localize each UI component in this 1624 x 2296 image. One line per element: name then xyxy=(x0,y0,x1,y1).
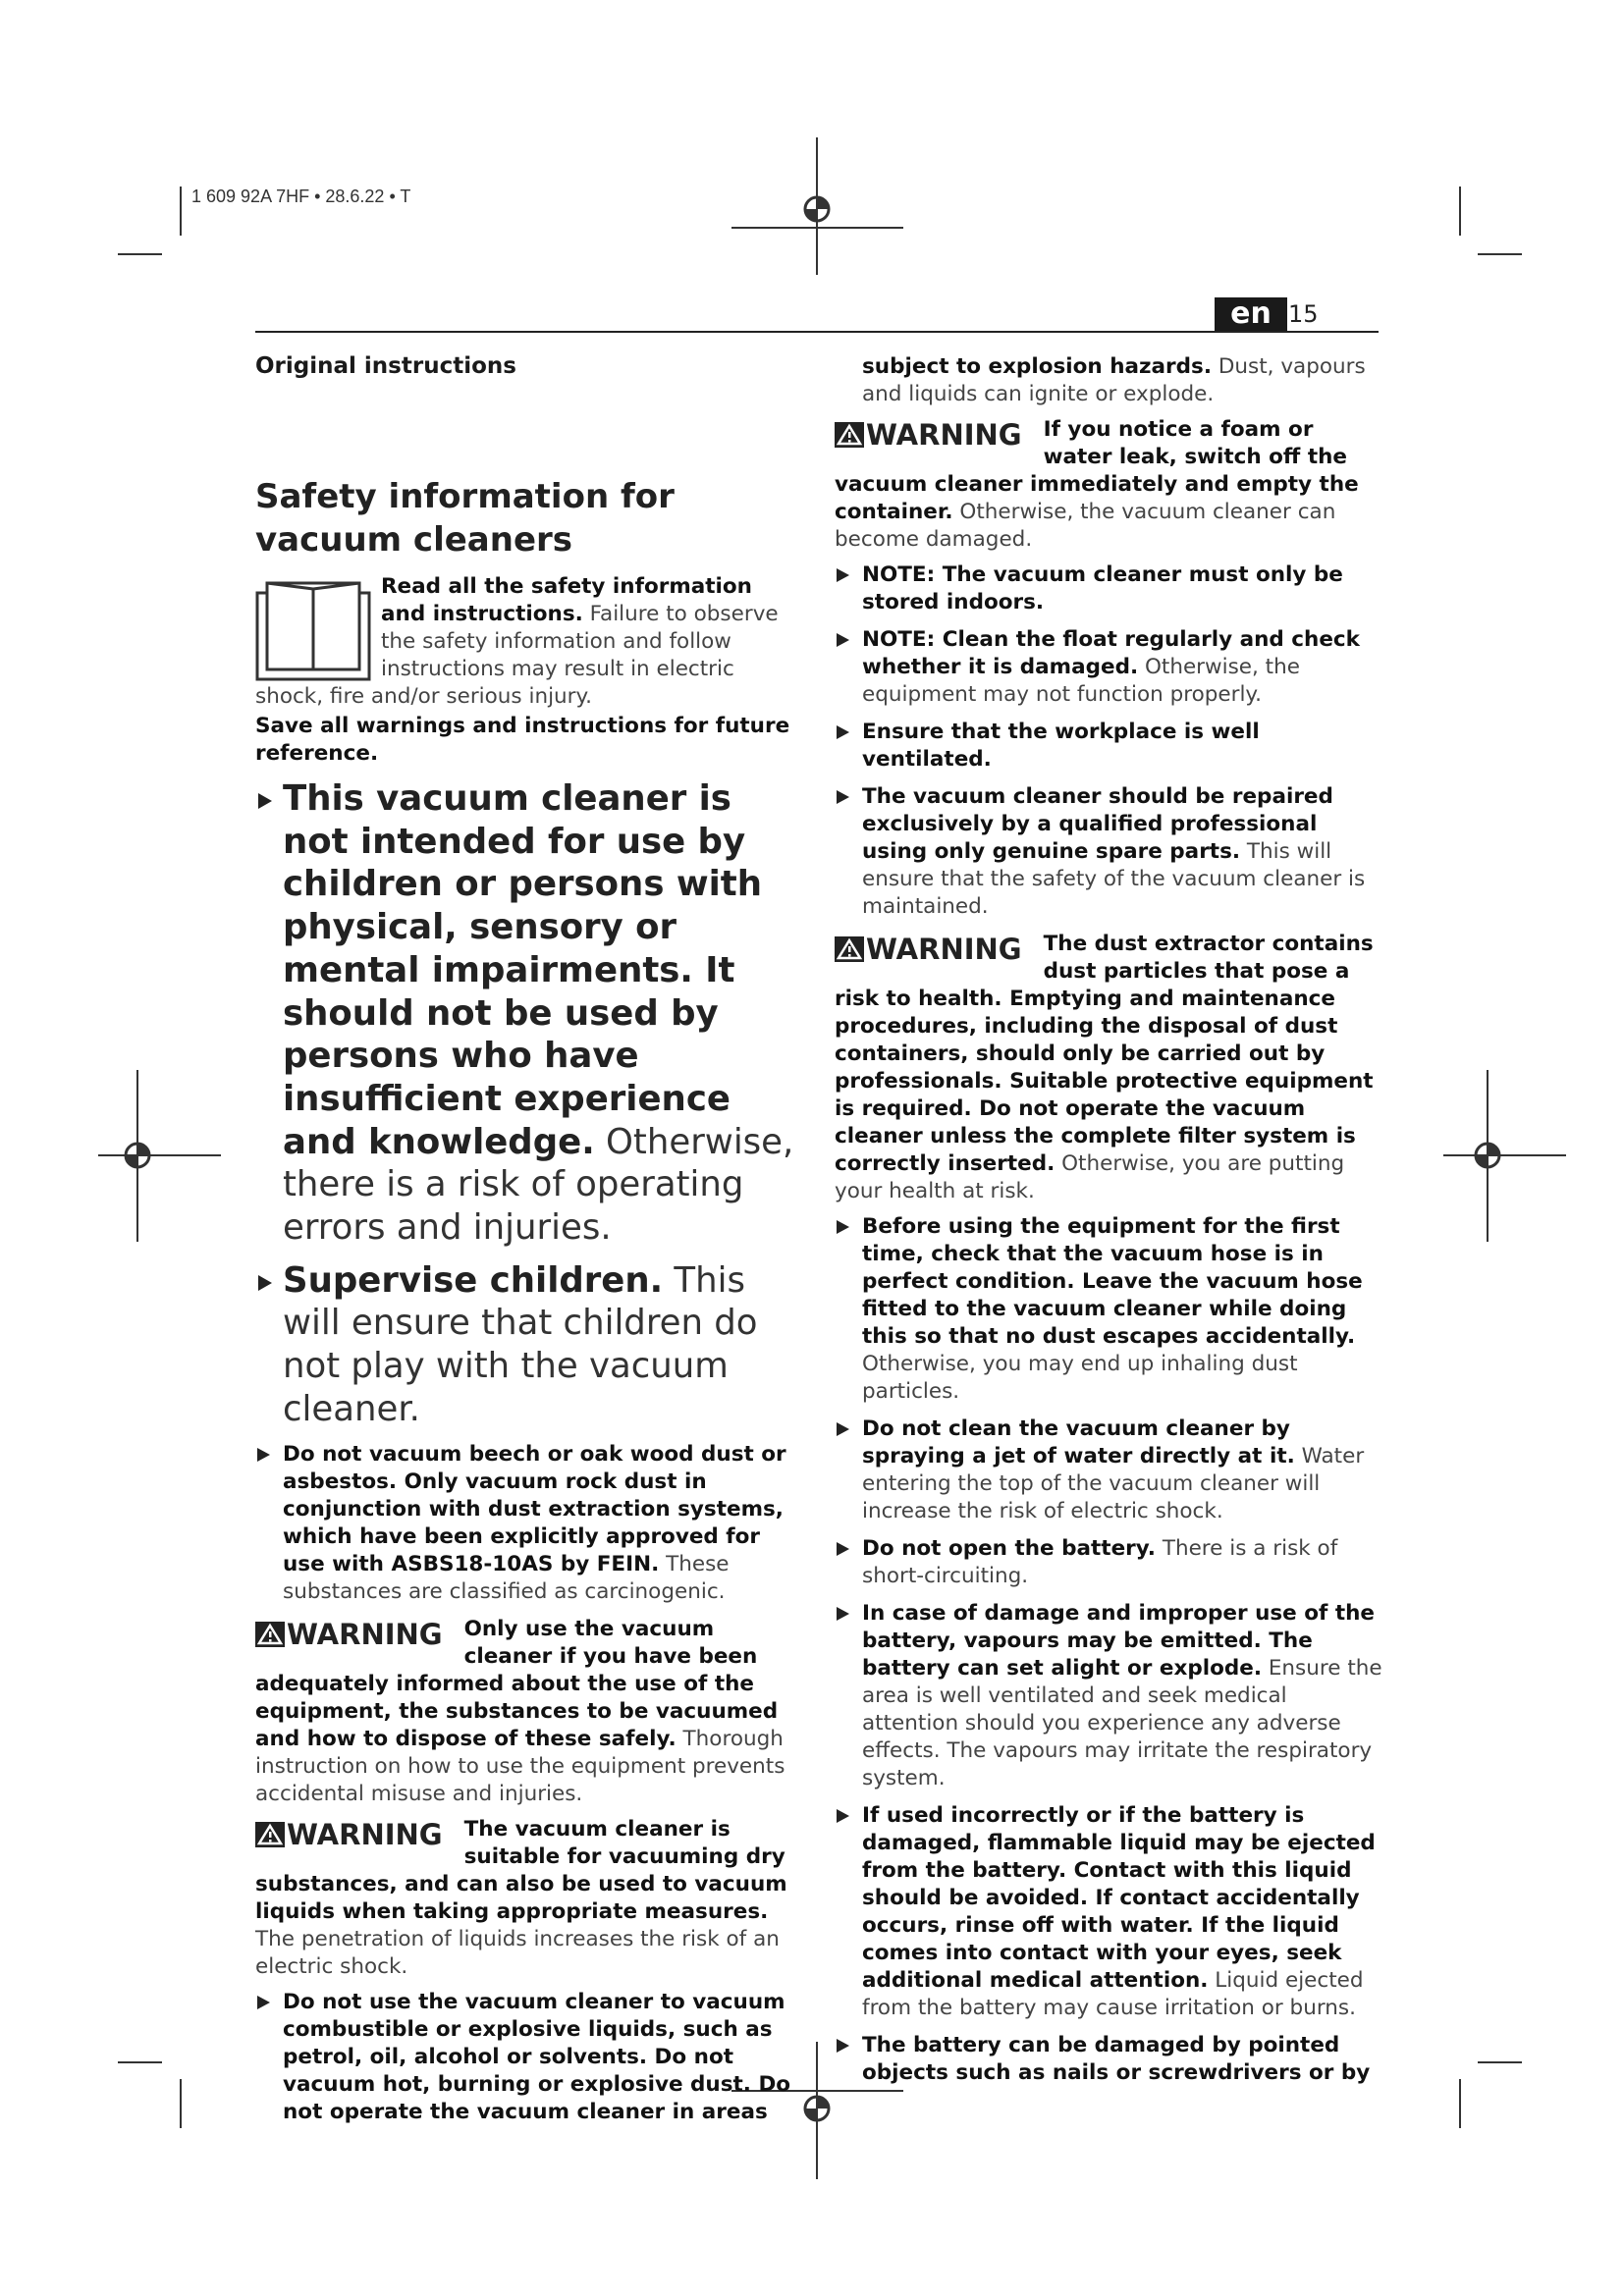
warning-label: WARNING xyxy=(866,418,1022,452)
bullet-item xyxy=(835,1415,1384,1525)
crop-mark xyxy=(1478,2061,1522,2063)
bullet-item xyxy=(835,626,1384,709)
bullet-arrow-icon xyxy=(837,568,849,582)
bullet-arrow-icon xyxy=(837,633,849,647)
big-bullet-bold: This vacuum cleaner is not intended for use by children or persons with physical, sensory or mental impairments. It should not be used by persons who have insufficient experience and knowledge. xyxy=(283,778,763,1162)
original-instructions-label: Original instructions xyxy=(255,353,516,379)
bullet-text: This will ensure that the safety of the vacuum cleaner is maintained. xyxy=(862,839,1366,919)
warning-block xyxy=(255,1816,800,1981)
warning-triangle-icon xyxy=(835,422,864,448)
bullet-text: Liquid ejected from the battery may cause irritation or burns. xyxy=(862,1968,1364,2020)
bullet-bold: In case of damage and improper use of the battery, vapours may be emitted. The battery can set alight or explode. xyxy=(862,1601,1376,1681)
warning-label: WARNING xyxy=(866,933,1022,966)
read-manual-icon xyxy=(255,579,371,681)
bullet-arrow-icon xyxy=(257,1448,270,1462)
bullet-bold: Do not vacuum beech or oak wood dust or asbestos. Only vacuum rock dust in conjunction with dust extraction systems, which have been explicitly approved for use with ASBS18-10AS by FEIN. xyxy=(283,1441,786,1576)
warning-block xyxy=(835,931,1384,1205)
left-column xyxy=(255,353,800,2136)
crop-mark xyxy=(1478,253,1522,255)
bullet-arrow-icon xyxy=(837,725,849,739)
crop-mark xyxy=(118,2061,162,2063)
bullet-text: Ensure the area is well ventilated and seek medical attention should you experience any adverse effects. The vapours may irritate the respiratory system. xyxy=(862,1656,1382,1790)
warning-heading xyxy=(255,1816,443,1851)
warning-block xyxy=(835,416,1384,554)
big-bullet-bold: Supervise children. xyxy=(283,1259,664,1301)
bullet-text: Water entering the top of the vacuum cleaner will increase the risk of electric shock. xyxy=(862,1444,1365,1523)
bullet-item xyxy=(255,1441,800,1606)
bullet-arrow-icon xyxy=(837,790,849,804)
bullet-arrow-icon xyxy=(837,1220,849,1234)
warning-text: Otherwise, you are putting your health at risk. xyxy=(835,1151,1345,1203)
bullet-item xyxy=(835,561,1384,616)
bullet-arrow-icon xyxy=(257,1996,270,2009)
bullet-bold: NOTE: The vacuum cleaner must only be stored indoors. xyxy=(862,562,1343,614)
bullet-text: There is a risk of short-circuiting. xyxy=(862,1536,1338,1588)
warning-text: Thorough instruction on how to use the equipment prevents accidental misuse and injuries. xyxy=(255,1726,785,1806)
bullet-item xyxy=(835,1213,1384,1406)
bullet-bold: NOTE: Clean the float regularly and check whether it is damaged. xyxy=(862,627,1360,679)
crop-mark xyxy=(118,253,162,255)
bullet-item xyxy=(835,1802,1384,2022)
big-bullet xyxy=(255,777,800,1250)
warning-label: WARNING xyxy=(287,1817,443,1851)
warning-bold: Only use the vacuum cleaner if you have been adequately informed about the use of the equipment, the substances to be vacuumed and how to dispose of these safely. xyxy=(255,1616,779,1751)
warning-bold: If you notice a foam or water leak, switch off the vacuum cleaner immediately and empty the container. xyxy=(835,417,1359,524)
bullet-bold: Do not clean the vacuum cleaner by spraying a jet of water directly at it. xyxy=(862,1416,1295,1468)
registration-mark-top xyxy=(731,137,903,275)
intro-text: Failure to observe the safety information and follow instructions may result in electric shock, fire and/or serious injury. xyxy=(255,602,779,709)
registration-mark-right xyxy=(1443,1070,1566,1242)
bullet-item xyxy=(835,783,1384,921)
right-column xyxy=(835,353,1384,2097)
warning-triangle-icon xyxy=(255,1622,285,1647)
bullet-arrow-icon xyxy=(837,1607,849,1621)
warning-bold: The vacuum cleaner is suitable for vacuuming dry substances, and can also be used to vacuum liquids when taking appropriate measures. xyxy=(255,1816,787,1924)
bullet-bold: The vacuum cleaner should be repaired exclusively by a qualified professional using only genuine spare parts. xyxy=(862,784,1333,864)
continued-paragraph xyxy=(835,353,1384,408)
big-bullet-text: This will ensure that children do not play with the vacuum cleaner. xyxy=(283,1259,758,1429)
bullet-item xyxy=(835,1535,1384,1590)
warning-label: WARNING xyxy=(287,1617,443,1651)
continued-bold: subject to explosion hazards. xyxy=(862,354,1212,379)
bullet-bold: Do not use the vacuum cleaner to vacuum combustible or explosive liquids, such as petrol, oil, alcohol or solvents. Do not vacuum hot, burning or explosive dust. Do not operate the vacuum cleaner in areas xyxy=(283,1989,791,2124)
crop-mark xyxy=(1459,187,1461,236)
registration-mark-left xyxy=(98,1070,221,1242)
warning-heading xyxy=(835,416,1022,452)
intro-bold: Read all the safety information and instructions. xyxy=(381,574,752,626)
bullet-arrow-icon xyxy=(837,1422,849,1436)
big-bullet xyxy=(255,1259,800,1431)
bullet-bold: The battery can be damaged by pointed objects such as nails or screwdrivers or by xyxy=(862,2033,1371,2085)
header-rule xyxy=(255,331,1379,333)
crop-mark xyxy=(180,2079,182,2128)
bullet-text: Otherwise, you may end up inhaling dust particles. xyxy=(862,1352,1298,1404)
warning-text: The penetration of liquids increases the risk of an electric shock. xyxy=(255,1926,780,1979)
bullet-bold: If used incorrectly or if the battery is damaged, flammable liquid may be ejected from the battery. Contact with this liquid should be avoided. If contact accidentally occurs, rinse off with water. If the liquid comes into contact with your eyes, seek additional medical attention. xyxy=(862,1803,1376,1993)
warning-triangle-icon xyxy=(255,1822,285,1847)
warning-heading xyxy=(835,931,1022,966)
print-code: 1 609 92A 7HF • 28.6.22 • T xyxy=(191,187,411,206)
bullet-item xyxy=(835,2032,1384,2087)
save-instructions: Save all warnings and instructions for future reference. xyxy=(255,714,790,766)
bullet-item xyxy=(835,1600,1384,1792)
warning-bold: The dust extractor contains dust particles that pose a risk to health. Emptying and maintenance procedures, including the disposal of dust containers, should only be carried out by professionals. Suitable protective equipment is required. Do not operate the vacuum cleaner unless the complete filter system is correctly inserted. xyxy=(835,932,1374,1176)
warning-triangle-icon xyxy=(835,936,864,962)
bullet-bold: Do not open the battery. xyxy=(862,1536,1156,1561)
bullet-bold: Ensure that the workplace is well ventilated. xyxy=(862,720,1260,772)
intro-paragraph xyxy=(255,573,800,711)
bullet-arrow-icon xyxy=(837,1809,849,1823)
crop-mark xyxy=(1459,2079,1461,2128)
warning-block xyxy=(255,1616,800,1808)
warning-text: Otherwise, the vacuum cleaner can become damaged. xyxy=(835,500,1336,552)
bullet-text: These substances are classified as carcinogenic. xyxy=(283,1551,730,1604)
big-bullet-text: Otherwise, there is a risk of operating errors and injuries. xyxy=(283,1121,794,1249)
bullet-arrow-icon xyxy=(837,2039,849,2053)
bullet-item xyxy=(835,719,1384,774)
crop-mark xyxy=(180,187,182,236)
bullet-arrow-icon xyxy=(837,1542,849,1556)
page-number: 15 xyxy=(1288,300,1319,328)
section-title: Safety information for vacuum cleaners xyxy=(255,477,675,560)
language-badge: en xyxy=(1215,297,1287,331)
bullet-item xyxy=(255,1989,800,2126)
bullet-bold: Before using the equipment for the first time, check that the vacuum hose is in perfect condition. Leave the vacuum hose fitted to the vacuum cleaner while doing this so that no dust escapes accidentally. xyxy=(862,1214,1363,1349)
continued-text: Dust, vapours and liquids can ignite or explode. xyxy=(862,354,1366,406)
warning-heading xyxy=(255,1616,443,1651)
bullet-text: Otherwise, the equipment may not function properly. xyxy=(862,655,1300,707)
bullet-arrow-icon xyxy=(258,793,272,809)
bullet-arrow-icon xyxy=(258,1275,272,1291)
